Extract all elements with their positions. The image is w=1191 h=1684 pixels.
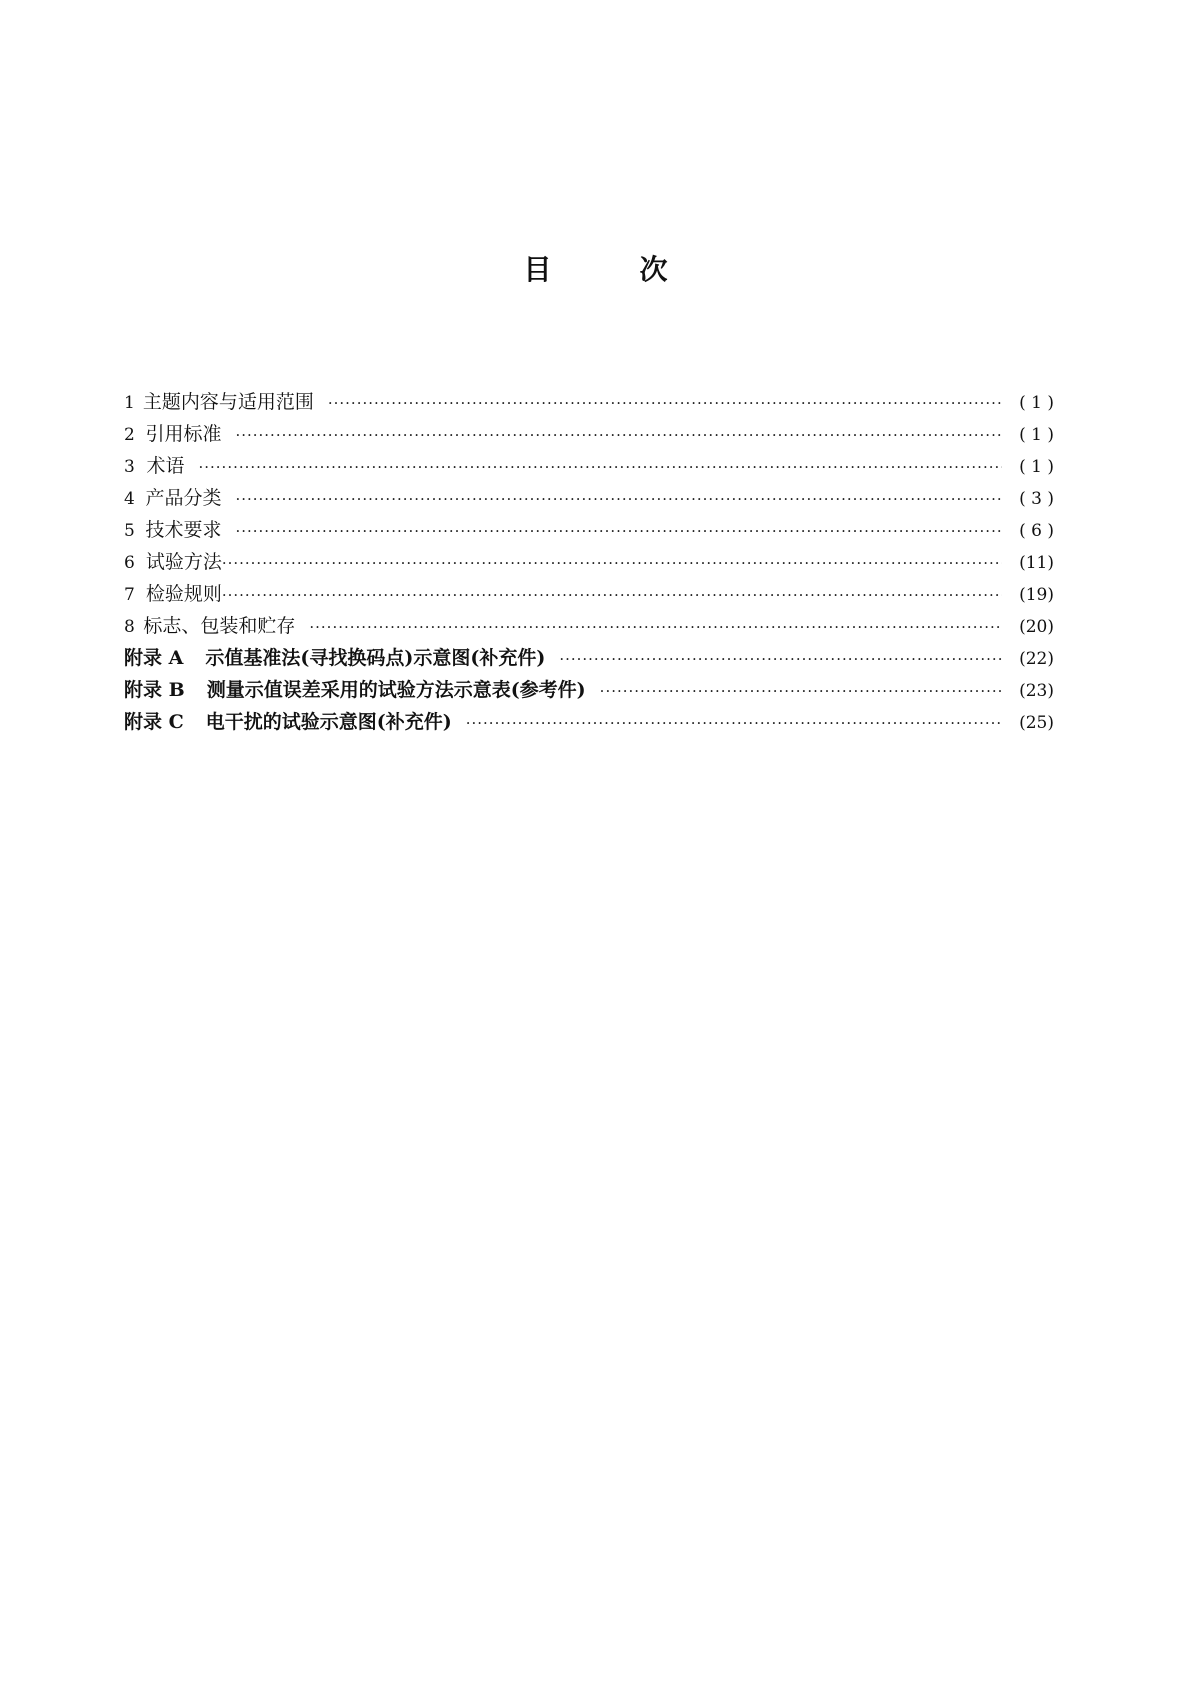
title-char-2: 次 [639, 253, 668, 286]
toc-entry-label: 检验规则 [145, 583, 222, 605]
toc-entry-page: ( 1 ) [1019, 425, 1054, 445]
toc-entry-page: (23) [1019, 681, 1054, 701]
toc-leader-dots [222, 579, 1002, 611]
toc-entry-6[interactable] [124, 546, 1054, 578]
toc-leader-dots [466, 707, 1002, 739]
toc-entry-number: 4 [124, 489, 135, 509]
toc-leader-dots [235, 515, 1002, 547]
toc-entry-number: 附录 B [124, 679, 185, 701]
toc-entry-number: 附录 A [124, 647, 184, 669]
toc-entry-8[interactable] [124, 610, 1054, 642]
toc-entry-label: 技术要求 [145, 519, 222, 541]
toc-leader-dots [600, 675, 1002, 707]
toc-entry-label: 引用标准 [145, 423, 222, 445]
toc-entry-label: 产品分类 [145, 487, 222, 509]
toc-entry-4[interactable] [124, 482, 1054, 514]
toc-entry-5[interactable] [124, 514, 1054, 546]
toc-entry-page: (22) [1019, 649, 1054, 669]
page-title [0, 248, 1191, 288]
toc-entry-page: ( 6 ) [1019, 521, 1054, 541]
toc-leader-dots [198, 451, 1002, 483]
toc-entry-2[interactable] [124, 418, 1054, 450]
table-of-contents [124, 386, 1054, 738]
toc-leader-dots [309, 611, 1002, 643]
toc-leader-dots [222, 547, 1002, 579]
toc-entry-label: 测量示值误差采用的试验方法示意表(参考件) [206, 679, 586, 701]
title-char-1: 目 [523, 253, 552, 286]
toc-entry-7[interactable] [124, 578, 1054, 610]
toc-entry-page: ( 1 ) [1019, 393, 1054, 413]
toc-entry-1[interactable] [124, 386, 1054, 418]
toc-entry-page: (19) [1019, 585, 1054, 605]
toc-entry-page: (20) [1019, 617, 1054, 637]
toc-entry-number: 5 [124, 521, 135, 541]
toc-entry-page: ( 1 ) [1019, 457, 1054, 477]
toc-entry-label: 试验方法 [145, 551, 222, 573]
toc-entry-label: 主题内容与适用范围 [142, 391, 314, 413]
toc-entry-number: 2 [124, 425, 135, 445]
toc-entry-number: 8 [124, 617, 135, 637]
toc-entry-number: 6 [124, 553, 135, 573]
toc-entry-number: 3 [124, 457, 135, 477]
toc-entry-page: ( 3 ) [1019, 489, 1054, 509]
toc-entry-label: 术语 [146, 455, 185, 477]
toc-entry-number: 附录 C [124, 711, 184, 733]
toc-leader-dots [559, 643, 1002, 675]
toc-entry-number: 1 [124, 393, 135, 413]
toc-entry-appendix-c[interactable] [124, 706, 1054, 738]
toc-entry-label: 标志、包装和贮存 [143, 615, 296, 637]
toc-leader-dots [235, 419, 1002, 451]
toc-leader-dots [328, 387, 1002, 419]
toc-entry-label: 示值基准法(寻找换码点)示意图(补充件) [205, 647, 546, 669]
toc-entry-number: 7 [124, 585, 135, 605]
toc-entry-page: (25) [1019, 713, 1054, 733]
toc-leader-dots [235, 483, 1002, 515]
toc-entry-appendix-a[interactable] [124, 642, 1054, 674]
toc-entry-page: (11) [1019, 553, 1054, 573]
toc-entry-3[interactable] [124, 450, 1054, 482]
toc-entry-label: 电干扰的试验示意图(补充件) [205, 711, 452, 733]
toc-entry-appendix-b[interactable] [124, 674, 1054, 706]
